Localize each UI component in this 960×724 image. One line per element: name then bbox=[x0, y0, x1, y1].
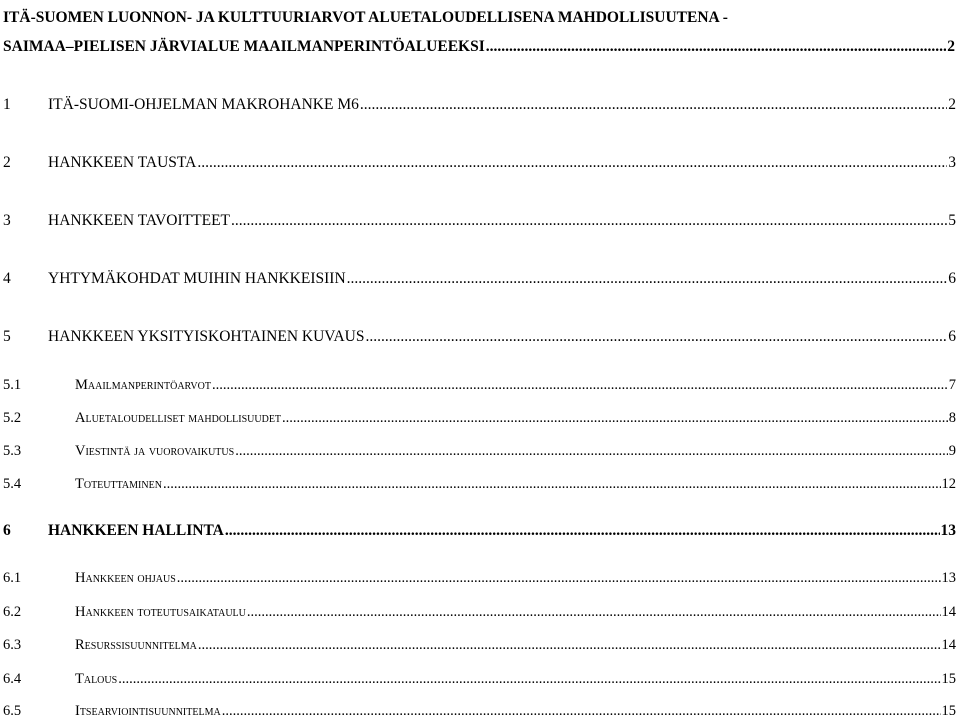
chapter-label: HANKKEEN YKSITYISKOHTAINEN KUVAUS bbox=[48, 328, 365, 345]
page-number: 5 bbox=[948, 212, 956, 229]
section-label: Resurssisuunnitelma bbox=[75, 637, 197, 653]
page-number: 2 bbox=[947, 38, 955, 55]
toc-entry-chapter-4[interactable] bbox=[3, 270, 956, 288]
dot-leader bbox=[222, 703, 941, 720]
dot-leader bbox=[235, 443, 948, 460]
dot-leader bbox=[347, 270, 948, 288]
page-number: 3 bbox=[948, 154, 956, 171]
page-number: 6 bbox=[948, 270, 956, 287]
section-label: Itsearviointisuunnitelma bbox=[75, 703, 221, 719]
page-number: 9 bbox=[948, 443, 956, 459]
page-number: 13 bbox=[940, 522, 956, 539]
section-number: 5.1 bbox=[3, 377, 22, 393]
section-number: 5.2 bbox=[3, 410, 22, 426]
toc-entry-section-6-4[interactable] bbox=[3, 671, 956, 688]
toc-entry-title[interactable] bbox=[3, 3, 955, 61]
toc-entry-chapter-3[interactable] bbox=[3, 212, 956, 230]
toc-entry-section-6-2[interactable] bbox=[3, 604, 956, 621]
section-label: Aluetaloudelliset mahdollisuudet bbox=[75, 410, 282, 426]
section-label: Viestintä ja vuorovaikutus bbox=[75, 443, 235, 459]
section-label: Hankkeen toteutusaikataulu bbox=[75, 604, 246, 620]
toc-entry-section-5-3[interactable] bbox=[3, 443, 956, 460]
toc-title-line-2: SAIMAA–PIELISEN JÄRVIALUE MAAILMANPERINTÖALUEEKSI bbox=[3, 38, 485, 55]
page-number: 6 bbox=[948, 328, 956, 345]
section-label: Talous bbox=[75, 671, 118, 687]
section-number: 6.2 bbox=[3, 604, 22, 620]
dot-leader bbox=[486, 32, 947, 61]
page-number: 7 bbox=[948, 377, 956, 393]
chapter-number: 1 bbox=[3, 96, 11, 113]
dot-leader bbox=[247, 604, 941, 621]
toc-entry-chapter-6[interactable] bbox=[3, 522, 956, 540]
chapter-number: 4 bbox=[3, 270, 11, 287]
dot-leader bbox=[198, 637, 941, 654]
dot-leader bbox=[118, 671, 940, 688]
dot-leader bbox=[212, 377, 948, 394]
page-number: 12 bbox=[941, 476, 956, 492]
page-number: 14 bbox=[941, 637, 956, 653]
page-number: 13 bbox=[941, 570, 956, 586]
chapter-number: 2 bbox=[3, 154, 11, 171]
chapter-label: HANKKEEN TAUSTA bbox=[48, 154, 197, 171]
section-number: 6.1 bbox=[3, 570, 22, 586]
chapter-number: 6 bbox=[3, 522, 11, 539]
toc-entry-section-6-1[interactable] bbox=[3, 570, 956, 587]
chapter-label: HANKKEEN HALLINTA bbox=[48, 522, 224, 539]
dot-leader bbox=[197, 154, 947, 172]
page-number: 2 bbox=[948, 96, 956, 113]
section-number: 5.3 bbox=[3, 443, 22, 459]
page-number: 15 bbox=[941, 703, 956, 719]
toc-entry-section-6-3[interactable] bbox=[3, 637, 956, 654]
dot-leader bbox=[282, 410, 948, 427]
dot-leader bbox=[163, 476, 941, 493]
section-label: Hankkeen ohjaus bbox=[75, 570, 176, 586]
toc-entry-chapter-2[interactable] bbox=[3, 154, 956, 172]
chapter-label: YHTYMÄKOHDAT MUIHIN HANKKEISIIN bbox=[48, 270, 346, 287]
dot-leader bbox=[360, 96, 947, 114]
chapter-label: ITÄ-SUOMI-OHJELMAN MAKROHANKE M6 bbox=[48, 96, 359, 113]
toc-entry-section-5-2[interactable] bbox=[3, 410, 956, 427]
page-number: 8 bbox=[948, 410, 956, 426]
section-number: 6.5 bbox=[3, 703, 22, 719]
chapter-number: 3 bbox=[3, 212, 11, 229]
toc-entry-section-5-1[interactable] bbox=[3, 377, 956, 394]
page-number: 14 bbox=[941, 604, 956, 620]
dot-leader bbox=[177, 570, 941, 587]
section-number: 6.4 bbox=[3, 671, 22, 687]
section-number: 5.4 bbox=[3, 476, 22, 492]
page-number: 15 bbox=[941, 671, 956, 687]
section-label: Maailmanperintöarvot bbox=[75, 377, 211, 393]
section-number: 6.3 bbox=[3, 637, 22, 653]
section-label: Toteuttaminen bbox=[75, 476, 162, 492]
chapter-number: 5 bbox=[3, 328, 11, 345]
dot-leader bbox=[231, 212, 947, 230]
toc-entry-section-5-4[interactable] bbox=[3, 476, 956, 493]
dot-leader bbox=[366, 328, 948, 346]
toc-entry-chapter-5[interactable] bbox=[3, 328, 956, 346]
dot-leader bbox=[225, 522, 940, 540]
toc-title-line-1: ITÄ-SUOMEN LUONNON- JA KULTTUURIARVOT ALUETALOUDELLISENA MAHDOLLISUUTENA - bbox=[3, 9, 728, 26]
toc-entry-section-6-5[interactable] bbox=[3, 703, 956, 720]
toc-entry-chapter-1[interactable] bbox=[3, 96, 956, 114]
chapter-label: HANKKEEN TAVOITTEET bbox=[48, 212, 231, 229]
